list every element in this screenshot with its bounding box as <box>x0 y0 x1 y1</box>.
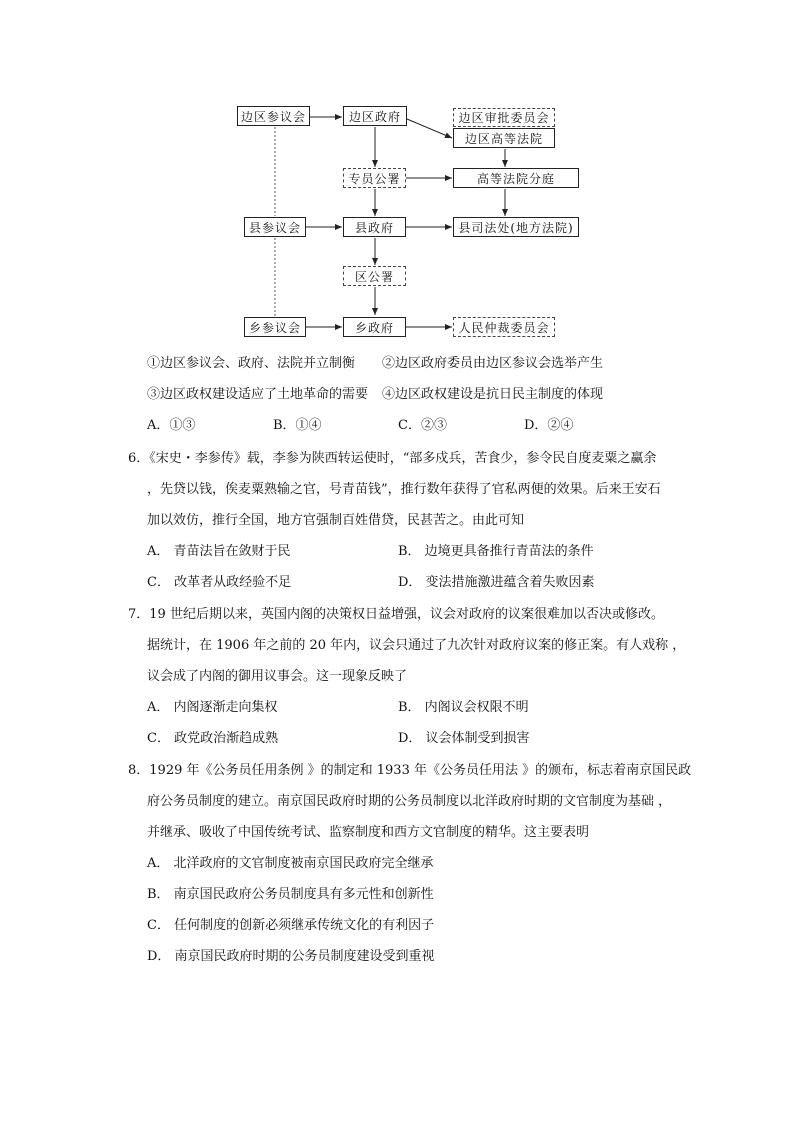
q7-option-d[interactable]: D． 议会体制受到损害 <box>398 731 530 746</box>
node-county-assembly: 县参议会 <box>244 217 306 237</box>
q5-option-c[interactable]: C．②③ <box>398 418 447 433</box>
node-approval-committee: 边区审批委员会 <box>453 108 555 127</box>
q7-option-c[interactable]: C． 政党政治渐趋成熟 <box>147 731 279 746</box>
node-district-office: 区公署 <box>343 266 406 286</box>
q8-option-c[interactable]: C． 任何制度的创新必须继承传统文化的有利因子 <box>147 918 435 933</box>
q5-option-b[interactable]: B．①④ <box>273 418 322 433</box>
q5-statement-3: ③边区政权建设适应了土地革命的需要 <box>147 387 369 402</box>
q6-line-2: ，先贷以钱，俟麦粟熟输之官，号青苗钱”，推行数年获得了官私两便的效果。后来王安石 <box>147 482 661 497</box>
node-high-court: 边区高等法院 <box>453 128 555 148</box>
q6-option-d[interactable]: D． 变法措施激进蕴含着失败因素 <box>398 575 595 590</box>
q5-statement-1: ①边区参议会、政府、法院并立制衡 <box>147 356 356 371</box>
q7-line-3: 议会成了内阁的御用议事会。这一现象反映了 <box>147 669 408 684</box>
q7-option-a[interactable]: A． 内阁逐渐走向集权 <box>147 700 278 715</box>
q7-line-1: 7．19 世纪后期以来，英国内阁的决策权日益增强，议会对政府的议案很难加以否决或修改。 <box>128 607 664 622</box>
q8-option-d[interactable]: D． 南京国民政府时期的公务员制度建设受到重视 <box>147 949 435 964</box>
node-county-government: 县政府 <box>343 217 406 237</box>
q5-option-d[interactable]: D．②④ <box>524 418 574 433</box>
q8-option-a[interactable]: A． 北洋政府的文官制度被南京国民政府完全继承 <box>147 856 434 871</box>
q5-statement-2: ②边区政府委员由边区参议会选举产生 <box>382 356 604 371</box>
q6-option-b[interactable]: B． 边境更具备推行青苗法的条件 <box>398 544 594 559</box>
q6-option-c[interactable]: C． 改革者从政经验不足 <box>147 575 292 590</box>
q8-line-3: 并继承、吸收了中国传统考试、监察制度和西方文官制度的精华。这主要表明 <box>147 825 590 840</box>
q8-option-b[interactable]: B． 南京国民政府公务员制度具有多元性和创新性 <box>147 887 434 902</box>
q6-line-1: 6．《宋史・李参传》载，李参为陕西转运使时，“部多戍兵，苦食少，参令民自度麦粟之赢余 <box>128 451 657 466</box>
q8-line-1: 8．1929 年《公务员任用条例 》的制定和 1933 年《公务员任用法 》的颁布，标志着南京国民政 <box>128 763 692 778</box>
q7-option-b[interactable]: B． 内阁议会权限不明 <box>398 700 529 715</box>
node-border-region-government: 边区政府 <box>343 106 407 126</box>
node-border-region-assembly: 边区参议会 <box>237 106 310 126</box>
node-mediation-committee: 人民仲裁委员会 <box>453 317 555 337</box>
q7-line-2: 据统计，在 1906 年之前的 20 年内，议会只通过了九次针对政府议案的修正案。有人戏称 ， <box>147 638 686 653</box>
node-high-court-branch: 高等法院分庭 <box>453 168 579 188</box>
node-township-assembly: 乡参议会 <box>244 317 306 337</box>
q6-option-a[interactable]: A． 青苗法旨在敛财于民 <box>147 544 291 559</box>
q8-line-2: 府公务员制度的建立。南京国民政府时期的公务员制度以北洋政府时期的文官制度为基础 ， <box>147 794 672 809</box>
q6-line-3: 加以效仿，推行全国，地方官强制百姓借贷，民甚苦之。由此可知 <box>147 513 525 528</box>
node-county-judicial: 县司法处(地方法院) <box>453 217 579 237</box>
q5-option-a[interactable]: A．①③ <box>147 418 196 433</box>
q5-statement-4: ④边区政权建设是抗日民主制度的体现 <box>382 387 604 402</box>
node-commissioner-office: 专员公署 <box>343 168 406 188</box>
node-township-government: 乡政府 <box>343 317 406 337</box>
